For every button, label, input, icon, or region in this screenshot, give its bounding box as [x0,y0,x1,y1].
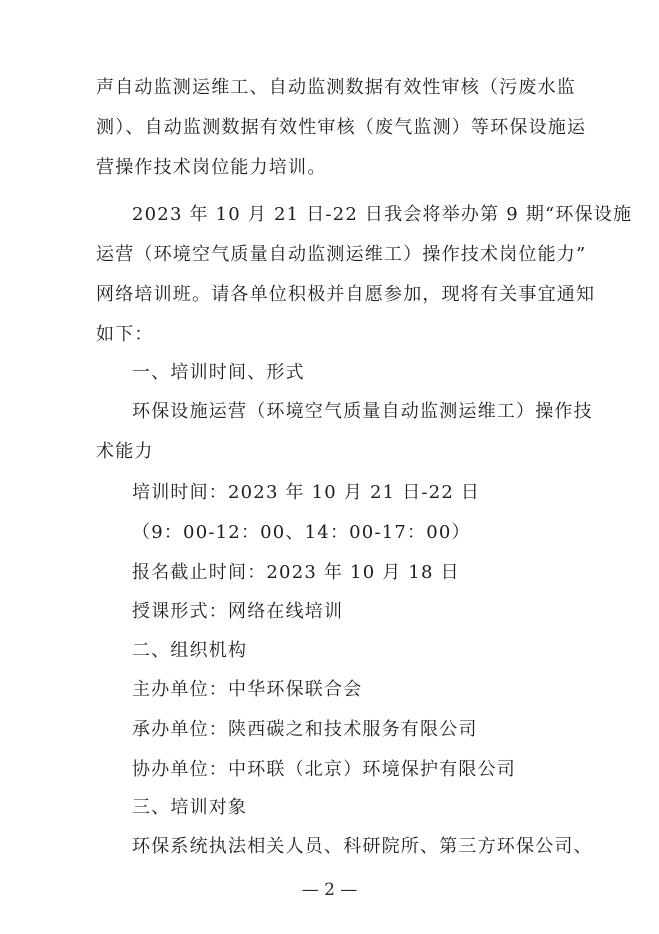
body-text-line: 声自动监测运维工、自动监测数据有效性审核（污废水监 [96,77,576,98]
section-heading: 二、组织机构 [132,640,248,661]
body-text-line: 营操作技术岗位能力培训。 [96,157,327,178]
body-text-line: 环保系统执法相关人员、科研院所、第三方环保公司、 [132,836,593,857]
section-heading: 一、培训时间、形式 [132,362,305,383]
co-organizer-unit: 协办单位：中环联（北京）环境保护有限公司 [132,759,516,780]
body-text-line: 2023 年 10 月 21 日-22 日我会将举办第 9 期“环保设施 [132,204,633,225]
body-text-line: 网络培训班。请各单位积极并自愿参加，现将有关事宜通知 [96,284,596,305]
registration-deadline: 报名截止时间：2023 年 10 月 18 日 [132,562,460,583]
page-number: — 2 — [301,880,358,900]
body-text-line: 如下： [96,324,154,345]
teaching-format: 授课形式：网络在线培训 [132,601,344,622]
training-hours: （9：00-12：00、14：00-17：00） [132,522,471,543]
section-heading: 三、培训对象 [132,797,248,818]
body-text-line: 术能力 [96,441,154,462]
body-text-line: 测）、自动监测数据有效性审核（废气监测）等环保设施运 [96,117,587,138]
sponsor-unit: 主办单位：中华环保联合会 [132,679,363,700]
training-time: 培训时间：2023 年 10 月 21 日-22 日 [132,482,481,503]
body-text-line: 运营（环境空气质量自动监测运维工）操作技术岗位能力” [96,244,587,265]
body-text-line: 环保设施运营（环境空气质量自动监测运维工）操作技 [132,401,593,422]
organizer-unit: 承办单位：陕西碳之和技术服务有限公司 [132,719,478,740]
